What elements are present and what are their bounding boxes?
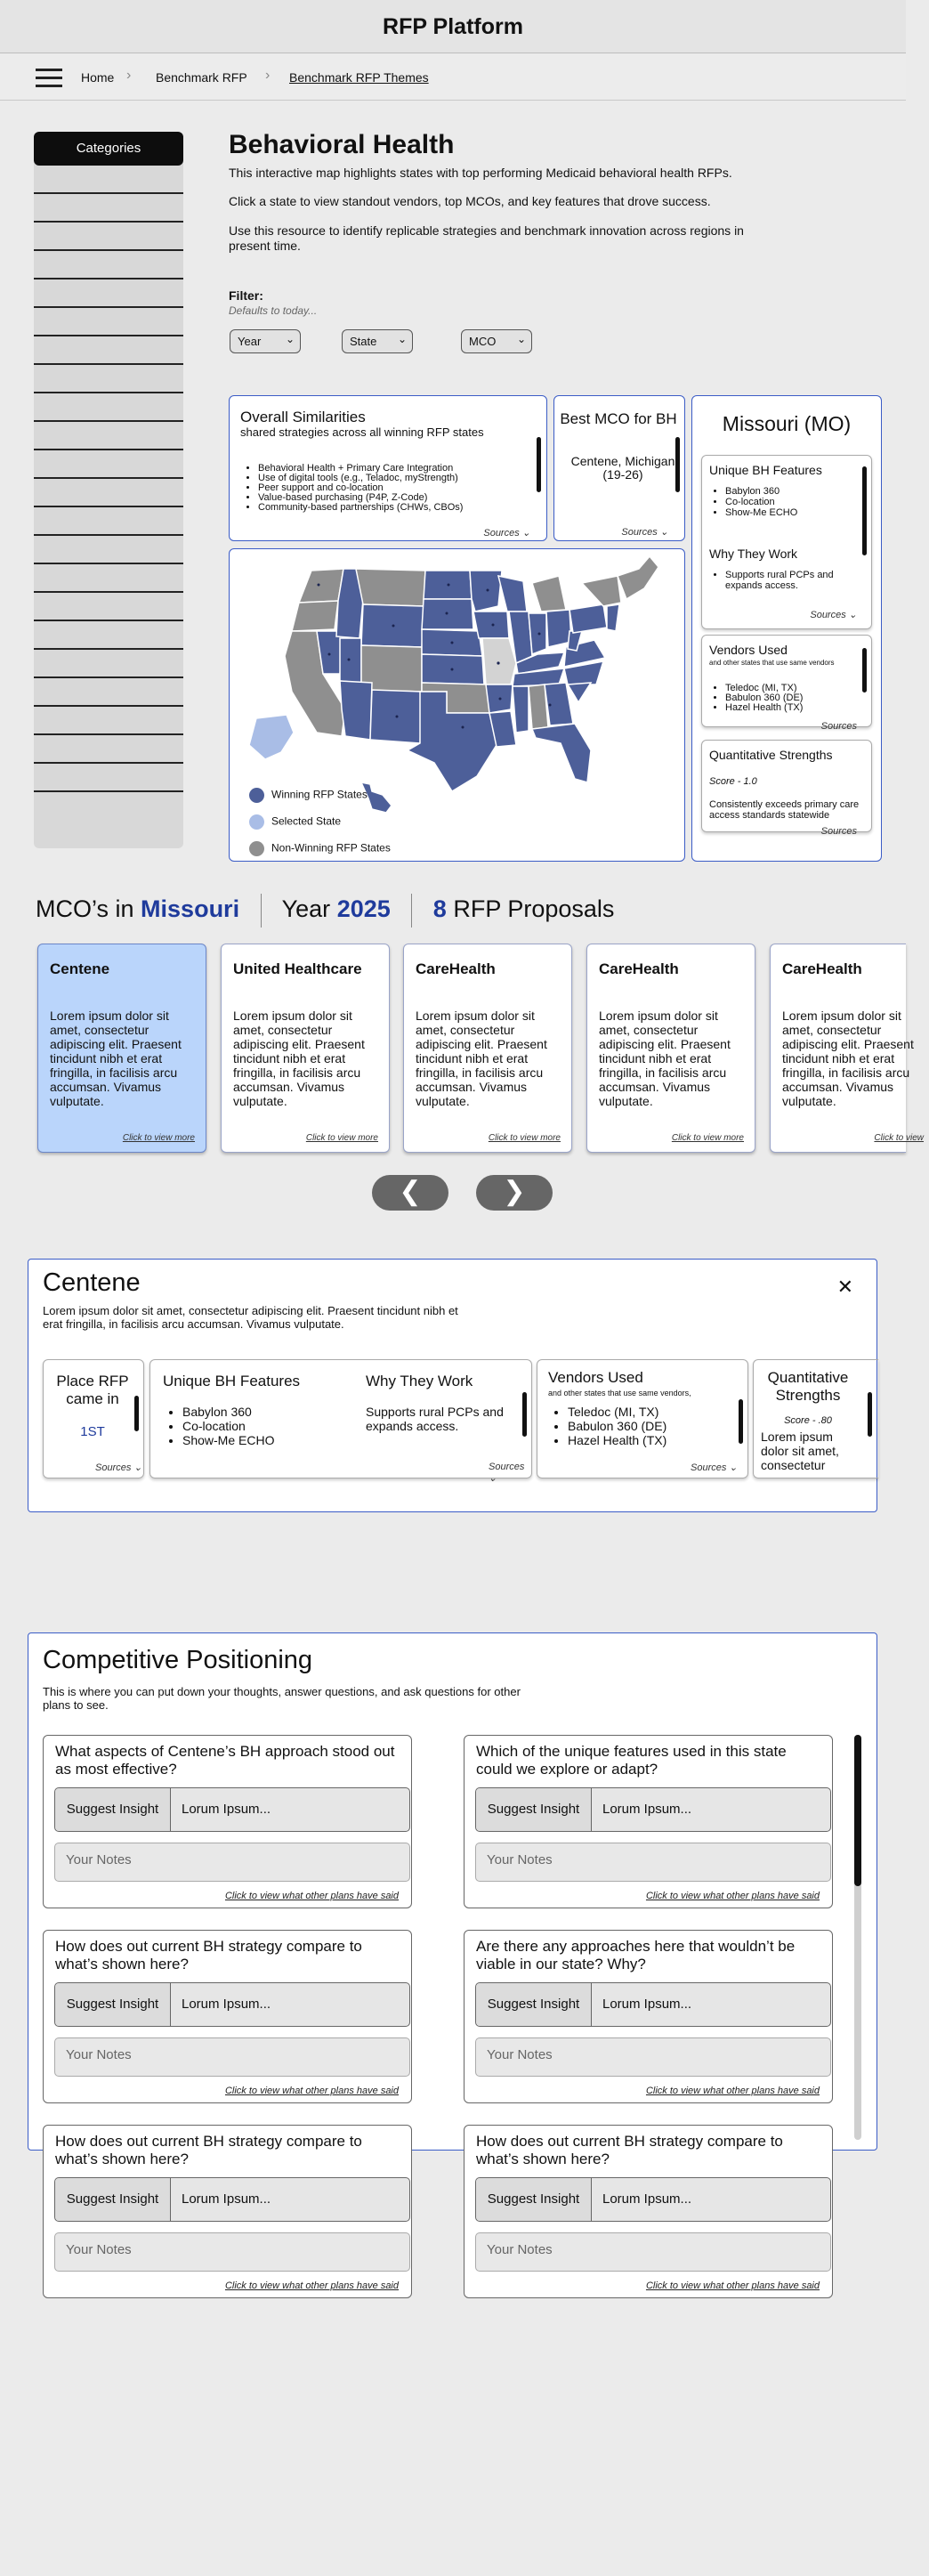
legend-nonwinning — [249, 841, 391, 856]
sources-toggle[interactable]: Sources ⌄ — [621, 527, 668, 538]
list-item: • Use of digital tools (e.g., Teladoc, myStrength) — [258, 474, 529, 483]
list-item: • Hazel Health (TX) — [568, 1433, 666, 1447]
intro-paragraph-2: Click a state to view standout vendors, top MCOs, and key features that drove success. — [229, 194, 711, 208]
question-card — [43, 2125, 412, 2298]
legend-dot-nonwinning — [249, 841, 264, 856]
best-mco-title: Best MCO for BH — [560, 410, 677, 427]
sidebar-item[interactable] — [34, 223, 183, 251]
list-item: • Show-Me ECHO — [725, 507, 797, 518]
list-item: • Behavioral Health + Primary Care Integration — [258, 464, 529, 474]
mco-card-view-more[interactable]: Click to view more — [305, 1133, 378, 1143]
state-az — [340, 681, 372, 740]
year-select-value: Year — [238, 335, 262, 348]
state-ga — [545, 683, 573, 725]
state-why-title: Why They Work — [709, 547, 798, 561]
list-item: • Teledoc (MI, TX) — [568, 1405, 666, 1419]
state-mo-selected — [482, 638, 516, 685]
mco-card[interactable] — [37, 944, 206, 1153]
detail-features-card — [149, 1359, 532, 1484]
question-card — [464, 1735, 833, 1908]
state-quant-title: Quantitative Strengths — [709, 748, 833, 762]
mco-card[interactable] — [586, 944, 755, 1153]
sidebar-item[interactable] — [34, 479, 183, 507]
question-text: Are there any approaches here that wouldn’t be viable in our state? Why? — [476, 1938, 796, 1973]
question-text: What aspects of Centene’s BH approach stood out as most effective? — [55, 1743, 395, 1778]
state-ia — [473, 612, 509, 638]
state-mi — [532, 576, 566, 612]
state-wi — [498, 576, 527, 612]
view-other-plans-link[interactable]: Click to view what other plans have said — [224, 2280, 399, 2291]
state-select-value: State — [350, 335, 377, 348]
overall-list — [244, 464, 529, 513]
scrollbar[interactable] — [739, 1399, 743, 1444]
state-wa — [299, 569, 343, 603]
mco-card[interactable] — [770, 944, 924, 1153]
mco-card-name: United Healthcare — [233, 960, 362, 977]
suggest-insight-field[interactable] — [54, 1787, 410, 1832]
state-why-list — [711, 570, 853, 591]
sidebar-item[interactable] — [34, 365, 183, 393]
state-select[interactable] — [342, 329, 413, 353]
overall-title: Overall Similarities — [240, 409, 366, 425]
state-oh — [546, 610, 571, 647]
state-in — [529, 613, 546, 654]
detail-unique-title: Unique BH Features — [163, 1373, 301, 1389]
state-quant-text: Consistently exceeds primary care access standards statewide — [709, 799, 860, 821]
legend-winning — [249, 788, 391, 803]
sources-toggle[interactable]: Sources ⌄ — [95, 1462, 142, 1473]
notes-input[interactable]: Your Notes — [475, 2232, 831, 2272]
suggest-insight-field[interactable] — [475, 1787, 831, 1832]
list-item: • Peer support and co-location — [258, 483, 529, 493]
list-item: • Co-location — [182, 1419, 274, 1433]
state-mn — [470, 571, 502, 612]
page-title: Behavioral Health — [229, 130, 455, 159]
divider — [411, 894, 412, 928]
sources-toggle[interactable]: Sources ⌄ — [483, 528, 530, 539]
notes-input[interactable]: Your Notes — [54, 2037, 410, 2077]
sidebar-item[interactable] — [34, 735, 183, 764]
question-card — [464, 2125, 833, 2298]
notes-input[interactable]: Your Notes — [54, 2232, 410, 2272]
app-title: RFP Platform — [383, 14, 523, 39]
mco-card[interactable] — [403, 944, 572, 1153]
summary-mco-label: MCO’s in — [36, 895, 134, 923]
year-select[interactable] — [230, 329, 301, 353]
state-unique-list — [711, 486, 797, 518]
legend-selected — [249, 814, 391, 830]
list-item: • Co-location — [725, 497, 797, 507]
sources-toggle[interactable]: Sources — [820, 721, 857, 732]
mco-card-body: Lorem ipsum dolor sit amet, consectetur adipiscing elit. Praesent tincidunt nibh et erat fringilla, in facilisis arcu accumsan. Vivamus vulputate. — [50, 1009, 182, 1108]
sidebar-item[interactable] — [34, 194, 183, 223]
sidebar-rows — [34, 166, 183, 792]
sidebar-item[interactable] — [34, 279, 183, 308]
state-detail-panel — [691, 395, 882, 862]
mco-detail-panel — [28, 1259, 877, 1512]
mco-card-body: Lorem ipsum dolor sit amet, consectetur adipiscing elit. Praesent tincidunt nibh et erat fringilla, in facilisis arcu accumsan. Vivamus vulputate. — [782, 1009, 914, 1108]
summary-year: 2025 — [336, 895, 391, 923]
legend-selected-label: Selected State — [271, 814, 342, 828]
list-item: • Community-based partnerships (CHWs, CBOs) — [258, 503, 529, 513]
sidebar-item[interactable] — [34, 308, 183, 336]
state-vendors-sub: and other states that use same vendors — [709, 659, 835, 667]
map-legend — [249, 788, 391, 856]
notes-input[interactable]: Your Notes — [475, 1843, 831, 1882]
sources-toggle[interactable]: Sources ⌄ — [489, 1462, 525, 1484]
sidebar-item[interactable] — [34, 593, 183, 621]
overall-subtitle: shared strategies across all winning RFP states — [240, 425, 484, 439]
summary-proposals-label: RFP Proposals — [453, 895, 615, 923]
legend-dot-winning — [249, 788, 264, 803]
sidebar-item[interactable] — [34, 536, 183, 564]
state-quant-score: Score - 1.0 — [709, 776, 757, 787]
sidebar-item[interactable] — [34, 650, 183, 678]
legend-winning-label: Winning RFP States — [271, 788, 368, 801]
state-or — [292, 601, 338, 631]
detail-place-value: 1ST — [80, 1424, 105, 1439]
carousel-prev-button[interactable]: ❮ — [372, 1175, 448, 1211]
summary-state: Missouri — [141, 895, 240, 923]
chevron-down-icon: ⌄ — [397, 333, 407, 345]
breadcrumb-home[interactable]: Home — [81, 70, 115, 85]
scrollbar[interactable] — [868, 1392, 872, 1437]
detail-quant-score: Score - .80 — [784, 1415, 832, 1426]
list-item: • Babulon 360 (DE) — [725, 693, 803, 703]
intro-paragraph-1: This interactive map highlights states with top performing Medicaid behavioral health RFPs. — [229, 166, 732, 180]
state-new-england — [618, 556, 658, 599]
summary-year-label: Year — [281, 895, 331, 923]
question-text: Which of the unique features used in this state could we explore or adapt? — [476, 1743, 787, 1778]
sidebar-item[interactable] — [34, 507, 183, 536]
sidebar-item[interactable] — [34, 336, 183, 365]
mco-card[interactable] — [221, 944, 390, 1153]
filter-hint: Defaults to today... — [229, 304, 318, 317]
suggest-insight-button[interactable]: Suggest Insight — [476, 1983, 592, 2026]
detail-unique-list — [168, 1405, 274, 1447]
scrollbar-track[interactable] — [854, 1735, 861, 2140]
sidebar-item[interactable] — [34, 450, 183, 479]
state-unique-card — [701, 455, 872, 629]
mco-card-name: CareHealth — [599, 960, 679, 977]
suggest-insight-button[interactable]: Suggest Insight — [55, 1983, 171, 2026]
mco-card-name: Centene — [50, 960, 110, 977]
competitive-title: Competitive Positioning — [43, 1646, 313, 1674]
detail-description: Lorem ipsum dolor sit amet, consectetur adipiscing elit. Praesent tincidunt nibh et erat fringilla, in facilisis arcu accumsan. Vivamus vulputate. — [43, 1304, 458, 1331]
categories-button[interactable]: Categories — [34, 132, 183, 166]
sources-toggle[interactable]: Sources ⌄ — [691, 1462, 738, 1473]
question-card — [43, 1930, 412, 2103]
list-item: • Hazel Health (TX) — [725, 703, 803, 713]
sidebar — [34, 132, 183, 848]
suggest-insight-value: Lorum Ipsum... — [602, 1802, 692, 1817]
app-title-bar — [0, 0, 906, 53]
mco-card-view-more[interactable]: Click to view more — [671, 1133, 744, 1143]
mco-select-value: MCO — [469, 335, 497, 348]
sidebar-item[interactable] — [34, 764, 183, 792]
list-item: • Supports rural PCPs and expands access. — [725, 570, 853, 591]
state-ms — [513, 686, 529, 733]
state-quant-card — [701, 740, 872, 837]
view-other-plans-link[interactable]: Click to view what other plans have said — [645, 1891, 820, 1901]
suggest-insight-value: Lorum Ipsum... — [602, 2191, 692, 2207]
view-other-plans-link[interactable]: Click to view what other plans have said — [224, 2086, 399, 2096]
detail-vendors-sub: and other states that use same vendors, — [548, 1389, 691, 1397]
menu-icon[interactable] — [36, 69, 62, 88]
scrollbar[interactable] — [522, 1392, 527, 1437]
state-sc — [568, 683, 591, 702]
sidebar-item[interactable] — [34, 707, 183, 735]
mco-select[interactable] — [461, 329, 532, 353]
carousel-next-button[interactable]: ❯ — [476, 1175, 553, 1211]
state-vendors-card — [701, 635, 872, 732]
best-mco-panel — [553, 395, 685, 541]
list-item: • Babylon 360 — [182, 1405, 274, 1419]
detail-why-text: Supports rural PCPs and expands access. — [366, 1405, 504, 1433]
close-icon[interactable]: ✕ — [836, 1276, 853, 1298]
suggest-insight-value: Lorum Ipsum... — [182, 1802, 271, 1817]
state-mt — [356, 569, 425, 606]
state-fl — [532, 724, 591, 782]
overall-similarities-panel — [229, 395, 547, 541]
sidebar-item[interactable] — [34, 166, 183, 194]
mco-card-name: CareHealth — [782, 960, 862, 977]
sidebar-item[interactable] — [34, 422, 183, 450]
state-panel-title: Missouri (MO) — [722, 412, 852, 435]
list-item: • Babylon 360 — [725, 486, 797, 497]
sources-toggle[interactable]: Sources ⌄ — [810, 610, 857, 620]
suggest-insight-value: Lorum Ipsum... — [602, 1997, 692, 2012]
best-mco-value: Centene, Michigan (19-26) — [570, 454, 675, 482]
filter-label: Filter: — [229, 288, 263, 303]
notes-input[interactable]: Your Notes — [475, 2037, 831, 2077]
list-item: • Show-Me ECHO — [182, 1433, 274, 1447]
state-pa — [570, 604, 607, 633]
competitive-positioning-panel — [28, 1632, 877, 2291]
question-text: How does out current BH strategy compare to what’s shown here? — [476, 2133, 783, 2167]
suggest-insight-button[interactable]: Suggest Insight — [55, 2178, 171, 2221]
detail-quant-text: Lorem ipsum dolor sit amet, consectetur — [761, 1430, 839, 1472]
breadcrumb-bar — [0, 54, 906, 101]
state-unique-title: Unique BH Features — [709, 463, 822, 477]
mco-card-body: Lorem ipsum dolor sit amet, consectetur adipiscing elit. Praesent tincidunt nibh et erat fringilla, in facilisis arcu accumsan. Vivamus vulputate. — [416, 1009, 547, 1108]
list-item: • Teledoc (MI, TX) — [725, 684, 803, 693]
detail-why-title: Why They Work — [366, 1373, 473, 1389]
scrollbar[interactable] — [134, 1396, 139, 1431]
chevron-down-icon: ⌄ — [516, 333, 526, 345]
detail-vendors-card — [537, 1359, 748, 1478]
summary-count: 8 — [432, 895, 447, 923]
suggest-insight-field[interactable] — [475, 1982, 831, 2027]
us-map-panel — [229, 548, 685, 862]
view-other-plans-link[interactable]: Click to view what other plans have said — [224, 1891, 399, 1901]
chevron-right-icon: › — [265, 68, 271, 83]
detail-place-card — [43, 1359, 144, 1478]
sidebar-item[interactable] — [34, 251, 183, 279]
detail-title: Centene — [43, 1268, 141, 1297]
state-ak — [249, 715, 294, 759]
view-other-plans-link[interactable]: Click to view what other plans have said — [645, 2280, 820, 2291]
question-card — [43, 1735, 412, 1908]
mco-card-view-more[interactable]: Click to view more — [122, 1133, 195, 1143]
mco-card-name: CareHealth — [416, 960, 496, 977]
scrollbar[interactable] — [862, 648, 867, 693]
mco-card-body: Lorem ipsum dolor sit amet, consectetur adipiscing elit. Praesent tincidunt nibh et erat fringilla, in facilisis arcu accumsan. Vivamus vulputate. — [233, 1009, 365, 1108]
suggest-insight-button[interactable]: Suggest Insight — [476, 2178, 592, 2221]
view-other-plans-link[interactable]: Click to view what other plans have said — [645, 2086, 820, 2096]
sidebar-item[interactable] — [34, 393, 183, 422]
state-nj — [607, 604, 619, 631]
legend-dot-selected — [249, 814, 264, 830]
sidebar-item[interactable] — [34, 621, 183, 650]
detail-place-title: Place RFP came in — [56, 1373, 129, 1407]
detail-vendors-list — [553, 1405, 666, 1447]
suggest-insight-button[interactable]: Suggest Insight — [476, 1788, 592, 1831]
competitive-description: This is where you can put down your thoughts, answer questions, and ask questions for other plans to see. — [43, 1685, 521, 1712]
scrollbar[interactable] — [537, 437, 541, 492]
question-text: How does out current BH strategy compare to what’s shown here? — [55, 2133, 362, 2167]
chevron-down-icon: ⌄ — [285, 333, 295, 345]
list-item: • Babulon 360 (DE) — [568, 1419, 666, 1433]
list-item: • Value-based purchasing (P4P, Z-Code) — [258, 493, 529, 503]
mco-card-view-more[interactable]: Click to view more — [488, 1133, 561, 1143]
breadcrumb-benchmark-rfp[interactable]: Benchmark RFP — [156, 70, 247, 85]
detail-quant-title: Quantitative Strengths — [767, 1369, 849, 1404]
sources-toggle[interactable]: Sources — [820, 826, 857, 837]
scrollbar-thumb[interactable] — [854, 1735, 861, 1886]
summary-heading — [36, 894, 614, 928]
suggest-insight-value: Lorum Ipsum... — [182, 1997, 271, 2012]
state-vendors-title: Vendors Used — [709, 643, 788, 657]
suggest-insight-field[interactable] — [54, 2177, 410, 2222]
state-ny — [582, 576, 621, 606]
state-ut — [340, 638, 361, 683]
scrollbar[interactable] — [675, 437, 680, 492]
detail-vendors-title: Vendors Used — [548, 1369, 643, 1386]
question-text: How does out current BH strategy compare to what’s shown here? — [55, 1938, 362, 1973]
suggest-insight-button[interactable]: Suggest Insight — [55, 1788, 171, 1831]
mco-card-view-more[interactable]: Click to view — [874, 1133, 924, 1143]
breadcrumb-benchmark-rfp-themes[interactable]: Benchmark RFP Themes — [289, 70, 429, 85]
chevron-right-icon: › — [126, 68, 132, 83]
suggest-insight-field[interactable] — [54, 1982, 410, 2027]
intro-paragraph-3: Use this resource to identify replicable strategies and benchmark innovation across regions in present time. — [229, 223, 744, 253]
suggest-insight-value: Lorum Ipsum... — [182, 2191, 271, 2207]
sidebar-item[interactable] — [34, 564, 183, 593]
mco-card-body: Lorem ipsum dolor sit amet, consectetur adipiscing elit. Praesent tincidunt nibh et erat fringilla, in facilisis arcu accumsan. Vivamus vulputate. — [599, 1009, 731, 1108]
legend-nonwinning-label: Non-Winning RFP States — [271, 841, 391, 855]
scrollbar[interactable] — [862, 466, 867, 555]
question-card — [464, 1930, 833, 2103]
notes-input[interactable]: Your Notes — [54, 1843, 410, 1882]
divider — [261, 894, 262, 928]
state-vendors-list — [711, 684, 803, 713]
sidebar-item[interactable] — [34, 678, 183, 707]
detail-quant-card — [753, 1359, 878, 1478]
suggest-insight-field[interactable] — [475, 2177, 831, 2222]
